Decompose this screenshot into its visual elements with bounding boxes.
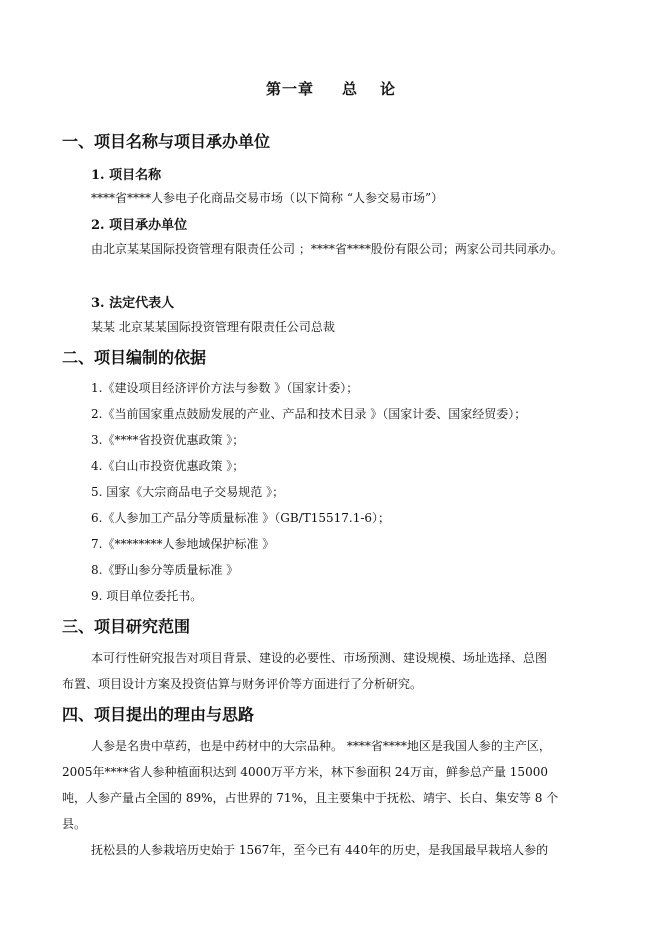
basis-item: 5. 国家《大宗商品电子交易规范 》； [91, 485, 285, 499]
chapter-title [0, 78, 662, 99]
basis-item: 2.《当前国家重点鼓励发展的产业、产品和技术目录 》（国家计委、国家经贸委）； [91, 407, 527, 421]
section-heading-4: 四、项目提出的理由与思路 [62, 705, 255, 724]
basis-item: 7.《********人参地域保护标准 》 [91, 537, 275, 551]
subsection-title-project-name: 1. 项目名称 [91, 168, 162, 183]
basis-item: 3.《****省投资优惠政策 》； [91, 433, 245, 447]
project-name-text: ****省****人参电子化商品交易市场（以下简称 “人参交易市场”） [91, 191, 444, 205]
section-heading-3: 三、项目研究范围 [62, 617, 191, 636]
basis-item: 6.《人参加工产品分等质量标准 》（GB/T15517.1-6）； [91, 511, 391, 525]
reason-paragraph-line-2: 2005年****省人参种植面积达到 4000万平方米，林下参面积 24万亩，鲜参总产量 15000 [62, 765, 548, 779]
section-heading-1: 一、项目名称与项目承办单位 [62, 132, 271, 151]
scope-paragraph-line-2: 布置、项目设计方案及投资估算与财务评价等方面进行了分析研究。 [62, 677, 423, 691]
reason-paragraph-line-1: 人参是名贵中草药，也是中药材中的大宗品种。 ****省****地区是我国人参的主产区， [91, 739, 551, 753]
scope-paragraph-line-1: 本可行性研究报告对项目背景、建设的必要性、市场预测、建设规模、场址选择、总图 [91, 651, 548, 665]
section-heading-2: 二、项目编制的依据 [62, 348, 207, 367]
basis-item: 4.《白山市投资优惠政策 》； [91, 459, 245, 473]
chapter-label: 第一章 [265, 80, 314, 98]
basis-item: 9. 项目单位委托书。 [91, 589, 203, 603]
basis-item: 8.《野山参分等质量标准 》 [91, 563, 239, 577]
legal-representative-text: 某某 北京某某国际投资管理有限责任公司总裁 [91, 320, 335, 334]
undertaking-unit-text: 由北京某某国际投资管理有限责任公司 ；****省****股份有限公司；两家公司共同承办。 [91, 242, 563, 256]
chapter-title-part2: 论 [380, 80, 397, 98]
reason-paragraph-line-4: 县。 [62, 817, 87, 831]
subsection-title-legal-representative: 3. 法定代表人 [91, 296, 175, 311]
subsection-title-undertaking-unit: 2. 项目承办单位 [91, 218, 188, 233]
history-paragraph-line-1: 抚松县的人参栽培历史始于 1567年，至今已有 440年的历史，是我国最早栽培人参的 [91, 843, 549, 857]
reason-paragraph-line-3: 吨，人参产量占全国的 89%，占世界的 71%，且主要集中于抚松、靖宇、长白、集安等 8 个 [62, 791, 559, 805]
chapter-title-part1: 总 [341, 80, 358, 98]
basis-item: 1.《建设项目经济评价方法与参数 》（国家计委）； [91, 381, 359, 395]
